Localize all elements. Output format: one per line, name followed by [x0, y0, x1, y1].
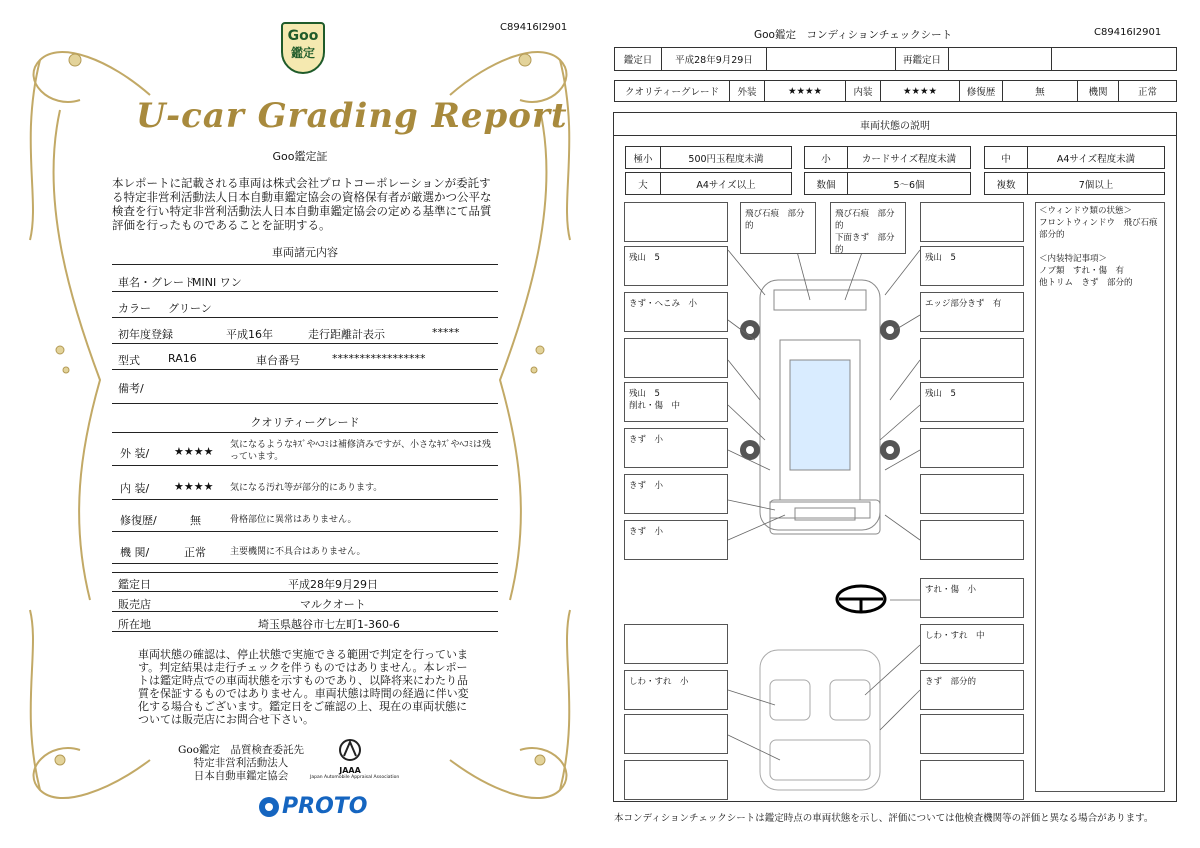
exterior-label: 外 装/	[120, 447, 150, 460]
damage-box: 飛び石痕 部分的 下面きず 部分的	[830, 202, 906, 254]
first-reg-value: 平成16年	[226, 328, 273, 341]
sheet-footer: 本コンディションチェックシートは鑑定時点の車両状態を示し、評価については他検査機関等の評価と異なる場合があります。	[614, 813, 1154, 824]
logo-top-text: Goo	[287, 28, 319, 44]
row-interior	[112, 472, 498, 500]
damage-box: きず 小	[624, 474, 728, 514]
damage-box: きず・へこみ 小	[624, 292, 728, 332]
issuer-line-2: 特定非営利活動法人	[193, 757, 289, 769]
mileage-label: 走行距離計表示	[308, 328, 385, 341]
row-address	[112, 613, 498, 632]
damage-box: 飛び石痕 部分的	[740, 202, 816, 254]
damage-box: きず 小	[624, 520, 728, 560]
remarks-label: 備考/	[118, 382, 144, 395]
damage-box	[624, 624, 728, 664]
divider	[112, 432, 498, 433]
row-model	[112, 346, 498, 370]
repair-value: 無	[190, 514, 201, 527]
int-stars-cell: ★★★★	[880, 80, 960, 102]
grade-heading: クオリティーグレード	[250, 416, 360, 429]
damage-box	[920, 202, 1024, 242]
proto-text: PROTO	[282, 794, 368, 819]
divider	[112, 264, 498, 265]
legend-value: A4サイズ以上	[660, 172, 792, 195]
spec-heading: 車両諸元内容	[272, 246, 338, 259]
goo-logo	[281, 22, 325, 74]
notes-text: ＜ウィンドウ類の状態＞ フロントウィンドウ 飛び石痕 部分的 ＜内装特記事項＞ ノブ類 すれ・傷 有 他トリム きず 部分的	[1039, 206, 1158, 288]
row-dealer	[112, 593, 498, 612]
legend-value: 5～6個	[847, 172, 971, 195]
interior-stars: ★★★★	[174, 480, 214, 493]
sheet-header: Goo鑑定 コンディションチェックシート	[754, 29, 953, 41]
legend-label: 中	[984, 146, 1028, 169]
interior-label: 内 装/	[120, 482, 150, 495]
damage-box: エッジ部分きず 有	[920, 292, 1024, 332]
damage-box: 残山 5	[920, 246, 1024, 286]
damage-box: きず 小	[624, 428, 728, 468]
model-value: RA16	[168, 352, 197, 365]
legend-value: 7個以上	[1027, 172, 1165, 195]
ornament-tl	[34, 52, 150, 102]
repair-label: 修復歴/	[120, 514, 157, 527]
legend-label: 小	[804, 146, 848, 169]
repair-comment: 骨格部位に異常はありません。	[230, 515, 357, 525]
row-date	[112, 573, 498, 592]
damage-box: 残山 5 削れ・傷 中	[624, 382, 728, 422]
legend-label: 大	[625, 172, 661, 195]
address-label: 所在地	[118, 618, 151, 631]
damage-box: きず 部分的	[920, 670, 1024, 710]
row-color	[112, 294, 498, 318]
model-label: 型式	[118, 354, 140, 367]
redate-label-cell: 再鑑定日	[895, 47, 949, 71]
row-repair	[112, 504, 498, 532]
legend-label: 複数	[984, 172, 1028, 195]
dealer-value: マルクオート	[300, 598, 366, 611]
engine-label-cell: 機関	[1077, 80, 1119, 102]
row-engine	[112, 536, 498, 564]
repair-value-cell: 無	[1002, 80, 1078, 102]
damage-box	[920, 714, 1024, 754]
engine-comment: 主要機関に不具合はありません。	[230, 547, 366, 557]
notice-paragraph: 車両状態の確認は、停止状態で実施できる範囲で判定を行っています。判定結果は走行チェックを伴うものではありません。本レポートは鑑定時点での車両状態を示すものであり、以降将来にわたり品質を保証するものではありません。車両状態は時間の経過に伴い変化する場合もございます。鑑定日をご確認の上、現在の車両状態については販売店にお問合せ下さい。	[138, 648, 469, 726]
damage-box	[624, 714, 728, 754]
legend-label: 数個	[804, 172, 848, 195]
interior-comment: 気になる汚れ等が部分的にあります。	[230, 483, 383, 493]
mileage-value: *****	[432, 326, 460, 339]
chassis-label: 車台番号	[256, 354, 300, 367]
legend-value: 500円玉程度未満	[660, 146, 792, 169]
damage-box	[920, 428, 1024, 468]
damage-box: しわ・すれ 小	[624, 670, 728, 710]
jaaa-subtext: Japan Automobile Appraisal Association	[310, 775, 400, 780]
ext-stars-cell: ★★★★	[764, 80, 846, 102]
damage-box	[624, 338, 728, 378]
intro-paragraph: 本レポートに記載される車両は株式会社プロトコーポレーションが委託する特定非営利活動法人日本自動車鑑定協会の資格保有者が厳選かつ公平な検査を行い特定非営利活動法人日本自動車鑑定協会の定める基準にて品質評価を行ったものであることを証明する。	[112, 176, 492, 232]
date-label: 鑑定日	[118, 578, 151, 591]
address-value: 埼玉県越谷市七左町1-360-6	[258, 618, 400, 631]
jaaa-text: JAAA	[339, 766, 361, 775]
issuer-block	[166, 744, 316, 783]
color-value: グリーン	[168, 302, 212, 315]
proto-mark-icon	[258, 796, 280, 818]
condition-check-sheet	[600, 0, 1200, 848]
engine-label: 機 関/	[120, 546, 150, 559]
issuer-line-1: Goo鑑定 品質検査委託先	[177, 744, 305, 756]
grade-label-cell: クオリティーグレード	[614, 80, 730, 102]
damage-box: しわ・すれ 中	[920, 624, 1024, 664]
cert-subtitle: Goo鑑定証	[272, 150, 328, 163]
date-label-cell: 鑑定日	[614, 47, 662, 71]
cert-code: C89416I2901	[500, 22, 568, 33]
legend-label: 極小	[625, 146, 661, 169]
damage-box	[920, 760, 1024, 800]
dealer-label: 販売店	[118, 598, 151, 611]
date-value-cell: 平成28年9月29日	[661, 47, 767, 71]
ornament-tr	[450, 52, 566, 102]
sheet-code: C89416I2901	[1094, 27, 1162, 38]
damage-box: すれ・傷 小	[920, 578, 1024, 618]
damage-box	[920, 520, 1024, 560]
legend-value: A4サイズ程度未満	[1027, 146, 1165, 169]
ext-label-cell: 外装	[729, 80, 765, 102]
repair-label-cell: 修復歴	[959, 80, 1003, 102]
date-value: 平成28年9月29日	[288, 578, 378, 591]
row-remarks	[112, 374, 498, 404]
proto-logo	[258, 794, 367, 819]
issuer-line-3: 日本自動車鑑定協会	[193, 770, 289, 782]
damage-box: 残山 5	[624, 246, 728, 286]
chassis-value: *****************	[332, 352, 426, 365]
engine-value: 正常	[184, 546, 206, 559]
damage-box: 残山 5	[920, 382, 1024, 422]
row-car-name	[112, 268, 498, 292]
logo-bottom-text: 鑑定	[290, 46, 315, 60]
car-name-value: MINI ワン	[192, 276, 242, 289]
desc-heading: 車両状態の説明	[613, 112, 1177, 136]
color-label: カラー	[118, 302, 151, 315]
int-label-cell: 内装	[845, 80, 881, 102]
exterior-comment: 気になるようなｷｽﾞやﾍｺﾐは補修済みですが、小さなｷｽﾞやﾍｺﾐは残っています。	[230, 440, 492, 462]
damage-box	[920, 338, 1024, 378]
first-reg-label: 初年度登録	[118, 328, 173, 341]
exterior-stars: ★★★★	[174, 445, 214, 458]
row-first-reg	[112, 320, 498, 344]
damage-box	[920, 474, 1024, 514]
row-exterior	[112, 436, 498, 466]
jaaa-logo	[310, 738, 400, 780]
jaaa-emblem-icon	[336, 738, 364, 762]
report-title: U-car Grading Report	[136, 96, 568, 136]
damage-box	[624, 202, 728, 242]
damage-box	[624, 760, 728, 800]
car-name-label: 車名・グレード	[118, 276, 195, 289]
engine-value-cell: 正常	[1118, 80, 1177, 102]
legend-value: カードサイズ程度未満	[847, 146, 971, 169]
